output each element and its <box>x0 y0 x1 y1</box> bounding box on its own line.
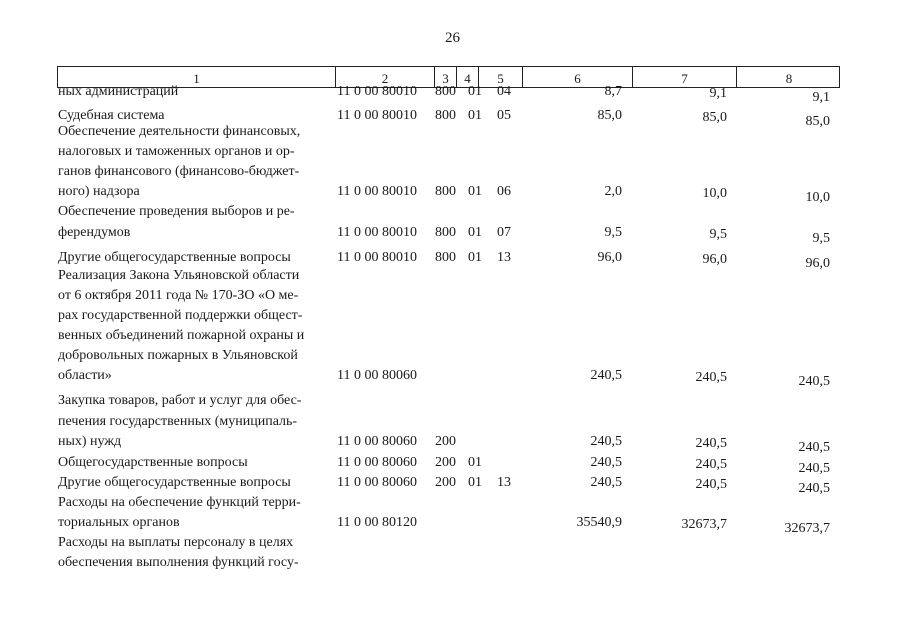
header-col-8: 8 <box>736 67 841 87</box>
cell-v6: 2,0 <box>604 184 622 199</box>
cell-code: 11 0 00 80060 <box>337 434 417 449</box>
cell-v7: 96,0 <box>702 252 727 267</box>
page-number: 26 <box>445 30 460 46</box>
header-col-1: 1 <box>193 71 200 86</box>
cell-v7: 240,5 <box>695 457 727 472</box>
cell-v6: 240,5 <box>590 455 622 470</box>
header-col-2: 2 <box>335 67 434 87</box>
cell-v6: 240,5 <box>590 368 622 383</box>
row-description-line: налоговых и таможенных органов и ор- <box>58 144 295 159</box>
cell-v8: 9,5 <box>812 231 830 246</box>
cell-v7: 9,1 <box>709 86 727 101</box>
cell-v8: 240,5 <box>798 461 830 476</box>
cell-v7: 32673,7 <box>681 517 727 532</box>
cell-v6: 96,0 <box>597 250 622 265</box>
cell-vr: 200 <box>435 434 456 449</box>
cell-v6: 9,5 <box>604 225 622 240</box>
cell-v6: 240,5 <box>590 475 622 490</box>
row-description-line: обеспечения выполнения функций госу- <box>58 555 299 570</box>
row-description-line: ториальных органов <box>58 515 180 530</box>
cell-rz: 01 <box>468 108 482 123</box>
cell-rz: 01 <box>468 225 482 240</box>
row-description-line: области» <box>58 368 112 383</box>
row-description-line: Другие общегосударственные вопросы <box>58 250 291 265</box>
cell-vr: 800 <box>435 250 456 265</box>
row-description-line: добровольных пожарных в Ульяновской <box>58 348 298 363</box>
cell-vr: 200 <box>435 475 456 490</box>
cell-pr: 04 <box>497 84 511 99</box>
cell-vr: 200 <box>435 455 456 470</box>
cell-code: 11 0 00 80010 <box>337 184 417 199</box>
cell-code: 11 0 00 80010 <box>337 108 417 123</box>
cell-vr: 800 <box>435 184 456 199</box>
row-description-line: Расходы на выплаты персоналу в целях <box>58 535 294 550</box>
cell-v7: 240,5 <box>695 477 727 492</box>
cell-v8: 240,5 <box>798 374 830 389</box>
cell-rz: 01 <box>468 184 482 199</box>
row-description-line: ных администраций <box>58 84 179 99</box>
row-description-line: Общегосударственные вопросы <box>58 455 248 470</box>
cell-v7: 240,5 <box>695 370 727 385</box>
cell-v8: 240,5 <box>798 440 830 455</box>
cell-vr: 800 <box>435 108 456 123</box>
header-col-4: 4 <box>456 67 478 87</box>
row-description-line: Реализация Закона Ульяновской области <box>58 268 300 283</box>
row-description-line: ных) нужд <box>58 434 122 449</box>
cell-v8: 96,0 <box>805 256 830 271</box>
cell-code: 11 0 00 80060 <box>337 368 417 383</box>
cell-pr: 13 <box>497 475 511 490</box>
row-description-line: Расходы на обеспечение функций терри- <box>58 495 301 510</box>
cell-v6: 240,5 <box>590 434 622 449</box>
cell-v6: 85,0 <box>597 108 622 123</box>
cell-v6: 35540,9 <box>576 515 622 530</box>
header-col-5: 5 <box>478 67 522 87</box>
cell-v8: 32673,7 <box>784 521 830 536</box>
cell-vr: 800 <box>435 84 456 99</box>
cell-v8: 10,0 <box>805 190 830 205</box>
row-description-line: печения государственных (муниципаль- <box>58 414 298 429</box>
cell-rz: 01 <box>468 250 482 265</box>
row-description-line: от 6 октября 2011 года № 170-ЗО «О ме- <box>58 288 299 303</box>
row-description-line: рах государственной поддержки общест- <box>58 308 303 323</box>
row-description-line: ганов финансового (финансово-бюджет- <box>58 164 300 179</box>
cell-code: 11 0 00 80060 <box>337 475 417 490</box>
cell-code: 11 0 00 80010 <box>337 84 417 99</box>
row-description-line: Закупка товаров, работ и услуг для обес- <box>58 393 302 408</box>
cell-v7: 9,5 <box>709 227 727 242</box>
cell-pr: 13 <box>497 250 511 265</box>
cell-code: 11 0 00 80060 <box>337 455 417 470</box>
cell-v8: 9,1 <box>812 90 830 105</box>
cell-v8: 240,5 <box>798 481 830 496</box>
row-description-line: ферендумов <box>58 225 131 240</box>
cell-code: 11 0 00 80010 <box>337 250 417 265</box>
row-description-line: венных объединений пожарной охраны и <box>58 328 305 343</box>
row-description-line: Обеспечение проведения выборов и ре- <box>58 204 295 219</box>
cell-rz: 01 <box>468 475 482 490</box>
row-description-line: Другие общегосударственные вопросы <box>58 475 291 490</box>
cell-v7: 240,5 <box>695 436 727 451</box>
cell-code: 11 0 00 80120 <box>337 515 417 530</box>
header-col-3: 3 <box>434 67 456 87</box>
cell-rz: 01 <box>468 455 482 470</box>
cell-v7: 10,0 <box>702 186 727 201</box>
cell-v6: 8,7 <box>604 84 622 99</box>
cell-code: 11 0 00 80010 <box>337 225 417 240</box>
row-description-line: Судебная система <box>58 108 165 123</box>
cell-pr: 06 <box>497 184 511 199</box>
cell-pr: 05 <box>497 108 511 123</box>
header-col-7: 7 <box>632 67 736 87</box>
cell-vr: 800 <box>435 225 456 240</box>
row-description-line: ного) надзора <box>58 184 140 199</box>
cell-pr: 07 <box>497 225 511 240</box>
cell-v8: 85,0 <box>805 114 830 129</box>
cell-rz: 01 <box>468 84 482 99</box>
header-col-6: 6 <box>522 67 632 87</box>
cell-v7: 85,0 <box>702 110 727 125</box>
row-description-line: Обеспечение деятельности финансовых, <box>58 124 301 139</box>
